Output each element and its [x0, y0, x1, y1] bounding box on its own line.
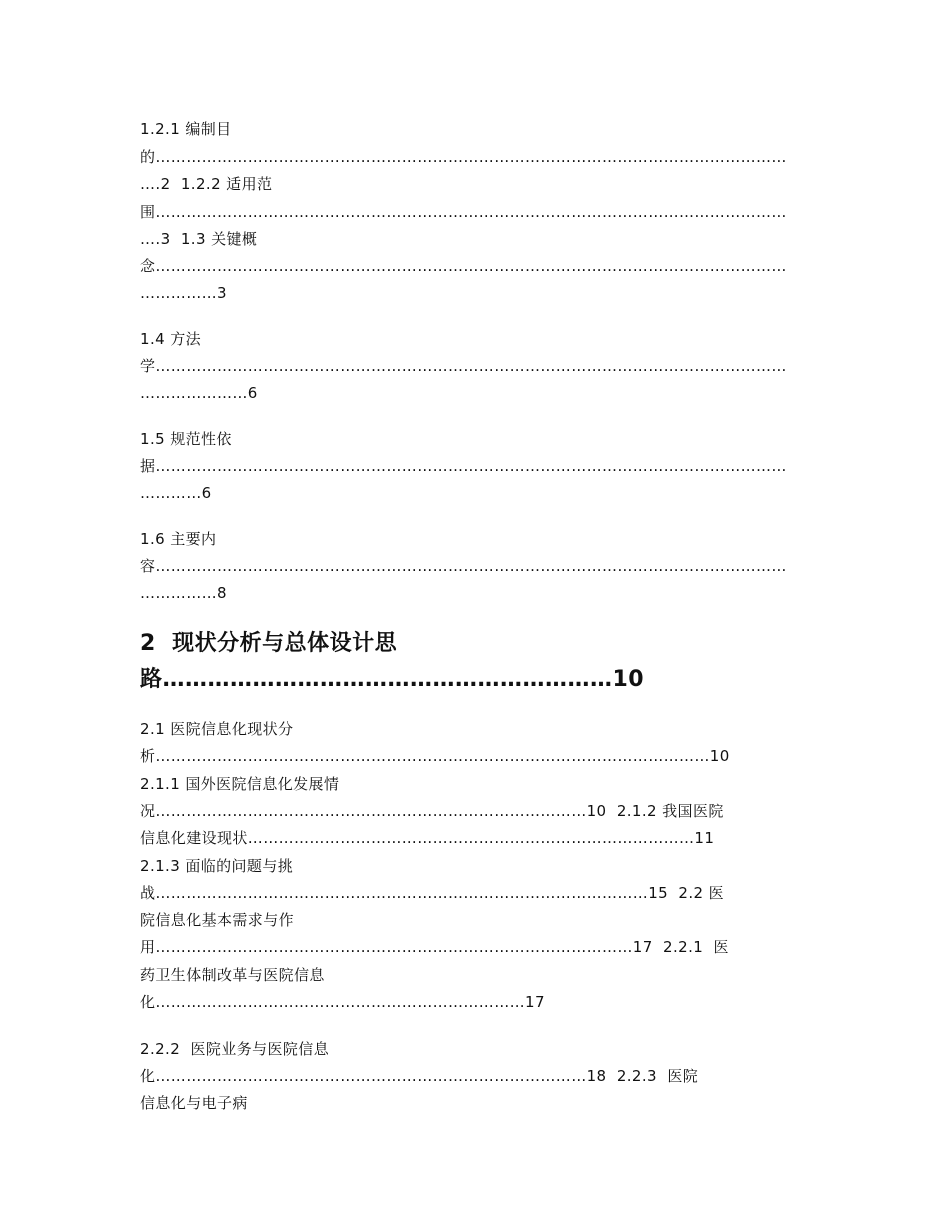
toc-line: 1.5 规范性依 — [140, 430, 232, 448]
toc-line: 的…………………………………………………………………………………………………………… — [140, 148, 787, 166]
toc-line: 1.4 方法 — [140, 330, 202, 348]
toc-line: 2.1.1 国外医院信息化发展情 — [140, 775, 340, 793]
toc-line: ….3 1.3 关键概 — [140, 230, 258, 248]
toc-line: 1.2.1 编制目 — [140, 120, 232, 138]
toc-line: ….2 1.2.2 适用范 — [140, 175, 273, 193]
toc-line: 信息化建设现状……………………………………………………………………………11 — [140, 829, 715, 847]
toc-line: 况…………………………………………………………………………10 2.1.2 我国医院 — [140, 802, 724, 820]
toc-line: …………6 — [140, 484, 212, 502]
toc-line: 药卫生体制改革与医院信息 — [140, 966, 325, 984]
toc-line: 2.2.2 医院业务与医院信息 — [140, 1040, 330, 1058]
toc-line: 容…………………………………………………………………………………………………………… — [140, 557, 787, 575]
toc-line: …………………6 — [140, 384, 258, 402]
toc-line: 据…………………………………………………………………………………………………………… — [140, 457, 787, 475]
toc-line: 2.1 医院信息化现状分 — [140, 720, 294, 738]
toc-chapter-heading: 路……………………………………………………10 — [140, 667, 645, 692]
toc-line: 化………………………………………………………………17 — [140, 993, 545, 1011]
toc-line: 2.1.3 面临的问题与挑 — [140, 857, 294, 875]
toc-line: 院信息化基本需求与作 — [140, 911, 295, 929]
toc-line: 1.6 主要内 — [140, 530, 217, 548]
toc-line: 信息化与电子病 — [140, 1094, 248, 1112]
toc-line: 化…………………………………………………………………………18 2.2.3 医院 — [140, 1067, 699, 1085]
toc-line: 学…………………………………………………………………………………………………………… — [140, 357, 787, 375]
toc-line: 析………………………………………………………………………………………………10 — [140, 747, 730, 765]
toc-line: ……………8 — [140, 584, 227, 602]
toc-line: 战……………………………………………………………………………………15 2.2 医 — [140, 884, 725, 902]
toc-line: ……………3 — [140, 284, 227, 302]
toc-chapter-heading: 2 现状分析与总体设计思 — [140, 631, 398, 656]
toc-line: 用…………………………………………………………………………………17 2.2.1 医 — [140, 938, 729, 956]
toc-line: 念…………………………………………………………………………………………………………… — [140, 257, 787, 275]
toc-line: 围…………………………………………………………………………………………………………… — [140, 203, 787, 221]
